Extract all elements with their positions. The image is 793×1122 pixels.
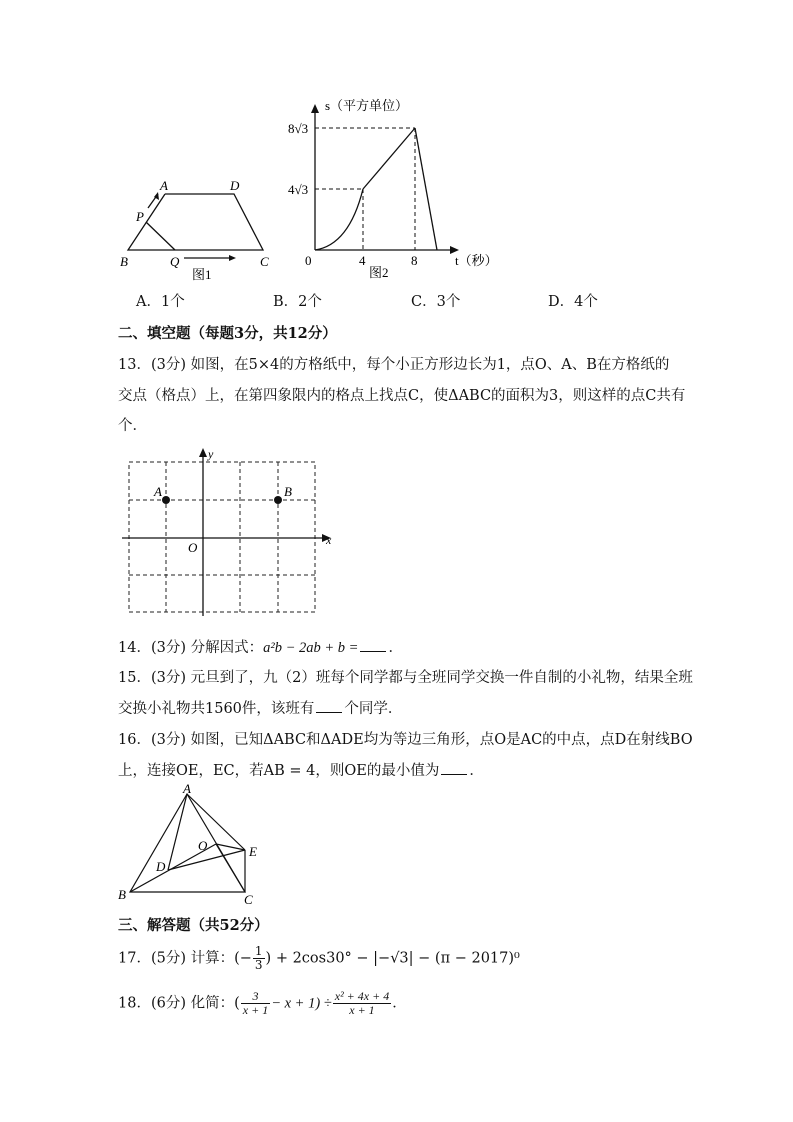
q13-grid-figure <box>118 446 338 616</box>
grid-label-b: B <box>284 484 292 499</box>
segment-de <box>168 850 245 870</box>
q13-line-1: 13．(3分) 如图，在5×4的方格纸中，每个小正方形边长为1，点O、A、B在方格纸的 <box>118 357 670 373</box>
q16-label-a: A <box>183 782 191 796</box>
q16-line-2b: ． <box>469 763 484 779</box>
figure-1-trapezoid <box>112 170 282 282</box>
x-tick-4: 4 <box>359 253 366 268</box>
option-d: D．4个 <box>548 294 598 310</box>
q16-label-e: E <box>249 844 257 859</box>
segment-ad <box>168 794 187 870</box>
section-3-title: 三、解答题（共52分） <box>118 917 269 934</box>
q16-line-2 <box>118 759 484 780</box>
q13-line-2: 交点（格点）上，在第四象限内的格点上找点C，使ΔABC的面积为3，则这样的点C共有 <box>118 388 686 404</box>
y-arrowhead <box>311 104 319 113</box>
q13-line-3: 个． <box>118 418 147 434</box>
q17-frac-num: 1 <box>254 944 263 958</box>
section-2-title: 二、填空题（每题3分，共12分） <box>118 325 337 342</box>
y-tick-4sqrt3: 4√3 <box>288 182 309 197</box>
y-axis-label: s（平方单位） <box>325 98 409 113</box>
fig1-label-q: Q <box>170 254 180 269</box>
q18-prefix: 18．(6分) 化简：( <box>118 995 240 1012</box>
x-axis-label: t（秒） <box>455 253 498 268</box>
fig1-label-a: A <box>160 178 168 193</box>
y-tick-8sqrt3: 8√3 <box>288 121 309 136</box>
q14-suffix: ． <box>388 640 403 656</box>
segment-fall <box>415 128 437 250</box>
q16-label-d: D <box>156 859 166 874</box>
q16-answer-blank <box>441 773 467 775</box>
fig1-label-c: C <box>260 254 269 269</box>
q18-suffix: ． <box>392 995 407 1012</box>
q16-line-1: 16．(3分) 如图，已知ΔABC和ΔADE均为等边三角形，点O是AC的中点，点D在射线BO <box>118 732 693 748</box>
point-b <box>274 496 282 504</box>
q14-prefix: 14．(3分) 分解因式： <box>118 640 264 656</box>
option-a: A．1个 <box>136 294 185 310</box>
arrowhead-c <box>229 255 236 261</box>
x-tick-8: 8 <box>411 253 418 268</box>
q17-rest: ) + 2cos30° − |−√3| − (π − 2017)⁰ <box>265 950 520 967</box>
q18-f1-den: x + 1 <box>242 1003 269 1017</box>
q16-label-o: O <box>198 838 208 853</box>
option-b: B．2个 <box>273 294 322 310</box>
fig1-label-p: P <box>136 209 144 224</box>
grid-label-o: O <box>188 540 198 555</box>
fig1-caption: 图1 <box>192 267 212 282</box>
grid-label-y: y <box>208 447 214 461</box>
triangle-abc <box>130 794 245 892</box>
q17-fraction <box>253 945 265 972</box>
q18-f2-num: x² + 4x + 4 <box>334 989 390 1003</box>
q16-line-2a: 上，连接OE，EC，若AB = 4，则OE的最小值为 <box>118 763 440 779</box>
q16-label-b: B <box>118 887 126 902</box>
curve <box>315 189 363 250</box>
q18-line <box>118 990 407 1017</box>
trapezoid-outline <box>128 194 263 250</box>
q18-mid: − x + 1) ÷ <box>271 995 332 1012</box>
fig1-label-d: D <box>230 178 240 193</box>
q14-line <box>118 636 403 657</box>
q15-line-2 <box>118 697 402 718</box>
q17-frac-den: 3 <box>254 958 263 972</box>
segment-pq <box>146 222 175 250</box>
q18-fraction-1 <box>241 990 270 1017</box>
segment-ae <box>187 794 245 850</box>
q16-triangle-figure <box>112 782 272 906</box>
fig2-caption: 图2 <box>369 265 389 280</box>
x-tick-0: 0 <box>305 253 312 268</box>
q14-expr: a²b − 2ab + b = <box>263 640 359 656</box>
q15-line-1: 15．(3分) 元旦到了，九（2）班每个同学都与全班同学交换一件自制的小礼物，结果全班 <box>118 670 693 686</box>
q18-f2-den: x + 1 <box>349 1003 375 1017</box>
q18-f1-num: 3 <box>241 990 270 1004</box>
q15-answer-blank <box>316 711 342 713</box>
q15-line-2a: 交换小礼物共1560件，该班有 <box>118 701 315 717</box>
q17-prefix: 17．(5分) 计算：(− <box>118 950 252 967</box>
segment-rise <box>363 128 415 189</box>
q17-line <box>118 945 520 972</box>
q15-line-2b: 个同学． <box>344 701 403 717</box>
grid-label-x: x <box>326 533 332 547</box>
point-a <box>162 496 170 504</box>
q16-label-c: C <box>244 892 253 906</box>
grid-label-a: A <box>154 484 162 499</box>
option-c: C．3个 <box>411 294 461 310</box>
fig1-label-b: B <box>120 254 128 269</box>
segment-oe <box>216 844 245 850</box>
figure-2-graph <box>285 95 515 280</box>
q14-answer-blank <box>360 650 386 652</box>
q18-fraction-2 <box>333 990 391 1017</box>
